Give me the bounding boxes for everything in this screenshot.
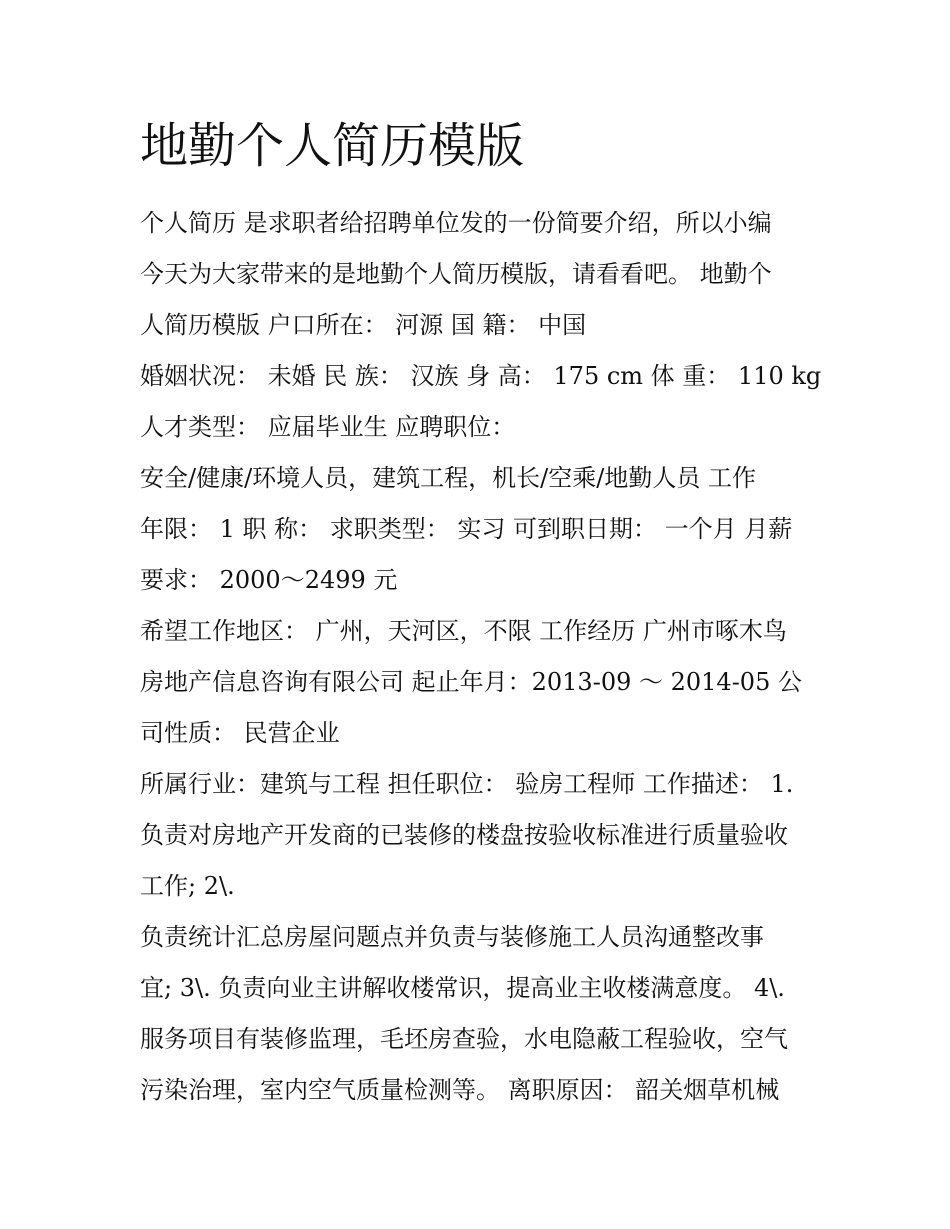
body-line: 个人简历 是求职者给招聘单位发的一份简要介绍，所以小编	[140, 209, 772, 237]
document-body	[140, 198, 840, 1116]
body-line: 宜; 3\. 负责向业主讲解收楼常识，提高业主收楼满意度。 4\.	[140, 974, 785, 1002]
body-line: 负责统计汇总房屋问题点并负责与装修施工人员沟通整改事	[140, 923, 764, 951]
body-line: 希望工作地区： 广州，天河区，不限 工作经历 广州市啄木鸟	[140, 617, 787, 645]
body-line: 人简历模版 户口所在： 河源 国 籍： 中国	[140, 311, 587, 339]
body-line: 司性质： 民营企业	[140, 719, 340, 747]
body-line: 工作; 2\.	[140, 872, 235, 900]
body-line: 要求： 2000～2499 元	[140, 566, 398, 594]
body-line: 房地产信息咨询有限公司 起止年月：2013-09 ～ 2014-05 公	[140, 668, 802, 696]
body-line: 今天为大家带来的是地勤个人简历模版，请看看吧。 地勤个	[140, 260, 772, 288]
body-line: 婚姻状况： 未婚 民 族： 汉族 身 高： 175 cm 体 重： 110 kg	[140, 362, 822, 390]
body-line: 所属行业：建筑与工程 担任职位： 验房工程师 工作描述： 1.	[140, 770, 794, 798]
body-line: 负责对房地产开发商的已装修的楼盘按验收标准进行质量验收	[140, 821, 788, 849]
body-line: 年限： 1 职 称： 求职类型： 实习 可到职日期： 一个月 月薪	[140, 515, 793, 543]
body-line: 人才类型： 应届毕业生 应聘职位：	[140, 413, 516, 441]
document-title: 地勤个人简历模版	[140, 118, 525, 174]
body-line: 污染治理，室内空气质量检测等。 离职原因： 韶关烟草机械	[140, 1076, 780, 1104]
body-line: 服务项目有装修监理，毛坯房查验，水电隐蔽工程验收，空气	[140, 1025, 788, 1053]
body-line: 安全/健康/环境人员，建筑工程，机长/空乘/地勤人员 工作	[140, 464, 756, 492]
